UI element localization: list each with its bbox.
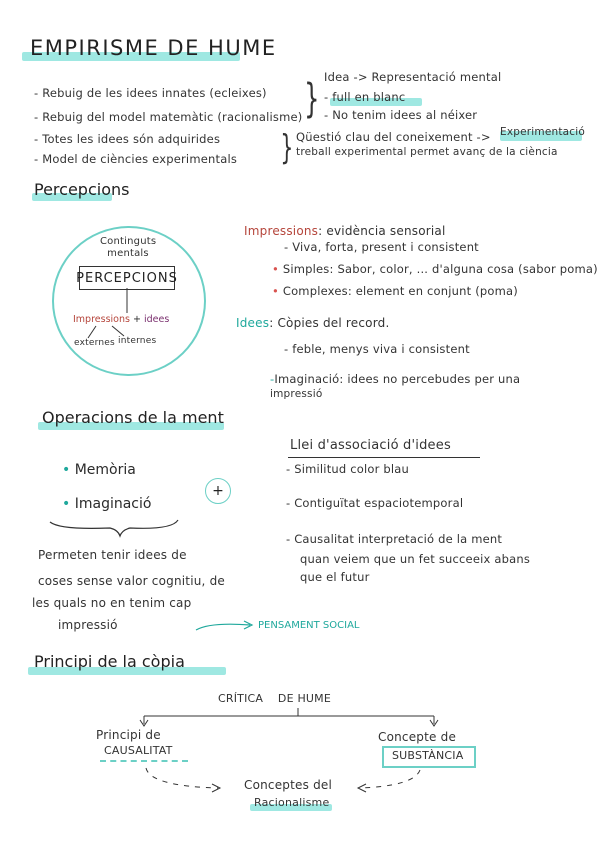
memoria-label: Memòria — [74, 462, 136, 478]
simples-text: : Sabor, color, ... d'alguna cosa (sabor poma) — [329, 262, 598, 276]
principi-causalitat-2: CAUSALITAT — [104, 744, 173, 757]
questio-line: Qüestió clau del coneixement -> — [296, 130, 491, 144]
llei-causalitat-3: que el futur — [300, 570, 370, 584]
treball-line: treball experimental permet avanç de la ciència — [296, 146, 558, 158]
impressions-label: Impressions — [244, 224, 319, 238]
principi-causalitat-1: Principi de — [96, 728, 161, 742]
brace-top: } — [304, 76, 320, 122]
internes-label: internes — [118, 336, 157, 346]
operacions-heading: Operacions de la ment — [42, 408, 224, 427]
operacions-text-4: impressió — [58, 618, 118, 632]
idees-line — [236, 316, 389, 330]
intro-line-2: - Rebuig del model matemàtic (racionalisme) — [34, 110, 303, 124]
percepcions-heading: Percepcions — [34, 180, 130, 199]
operacions-text-1: Permeten tenir idees de — [38, 548, 187, 562]
memoria-bullet: • — [62, 462, 75, 478]
imaginacio-text: : idees no percebudes per una — [339, 372, 521, 386]
externes-label: externes — [74, 338, 115, 348]
imaginacio-text-2: impressió — [270, 388, 323, 400]
intro-line-4: - Model de ciències experimentals — [34, 152, 238, 166]
plus-circle-text: + — [212, 483, 224, 499]
conceptes-racionalisme-2: Racionalisme — [254, 796, 330, 809]
idea-line: Idea -> Representació mental — [324, 70, 502, 84]
imaginacio-label: Imaginació — [274, 372, 340, 386]
causalitat-highlight-box — [100, 744, 188, 762]
idees-sub: - feble, menys viva i consistent — [284, 342, 470, 356]
llei-similitud: - Similitud color blau — [286, 462, 410, 476]
simples-label: Simples — [282, 262, 330, 276]
continguts-text: Continguts mentals — [100, 236, 157, 259]
plus-circle-icon — [205, 478, 231, 504]
simples-bullet: • — [272, 262, 279, 276]
impressions-sub: - Viva, forta, present i consistent — [284, 240, 479, 254]
memoria-item — [62, 462, 136, 478]
full-blanc-line: - full en blanc — [324, 90, 406, 104]
concepte-substancia-2: SUBSTÀNCIA — [392, 749, 464, 762]
no-tenim-line: - No tenim idees al néixer — [324, 108, 478, 122]
concepte-substancia-1: Concepte de — [378, 730, 457, 744]
complexes-line — [272, 284, 518, 298]
intro-line-1: - Rebuig de les idees innates (ecleixes) — [34, 86, 267, 100]
conceptes-racionalisme-1: Conceptes del — [244, 778, 333, 792]
complexes-bullet: • — [272, 284, 279, 298]
idees-text: : Còpies del record. — [269, 316, 390, 330]
pensament-social-label: PENSAMENT SOCIAL — [258, 620, 360, 631]
impressions-text: : evidència sensorial — [318, 224, 446, 238]
imaginacio-item — [62, 496, 151, 512]
imaginacio-dash: - — [270, 372, 275, 386]
complexes-text: : element en conjunt (poma) — [347, 284, 518, 298]
intro-line-3: - Totes les idees són adquirides — [34, 132, 221, 146]
impressions-line — [244, 224, 446, 238]
plus-sign: + — [132, 314, 141, 325]
operacions-text-2: coses sense valor cognitiu, de — [38, 574, 225, 588]
imaginacio-line — [270, 372, 520, 386]
complexes-label: Complexes — [282, 284, 348, 298]
impressions-circle-text: Impressions — [73, 314, 130, 325]
simples-line — [272, 262, 598, 276]
llei-heading: Llei d'associació d'idees — [290, 438, 451, 453]
idees-circle-text: idees — [143, 314, 170, 325]
llei-causalitat-2: quan veiem que un fet succeeix abans — [300, 552, 531, 566]
experimentacio-label: Experimentació — [500, 126, 586, 138]
percepcions-box-label: PERCEPCIONS — [76, 270, 178, 286]
llei-contiguitat: - Contiguïtat espaciotemporal — [286, 496, 464, 510]
imaginacio-bullet: • — [62, 496, 75, 512]
llei-causalitat: - Causalitat interpretació de la ment — [286, 532, 503, 546]
idees-label: Idees — [236, 316, 270, 330]
critica-label: CRÍTICA DE HUME — [218, 692, 332, 705]
operacions-text-3: les quals no en tenim cap — [32, 596, 192, 610]
llei-underline — [288, 457, 480, 458]
imaginacio-op-label: Imaginació — [74, 496, 152, 512]
brace-bottom: } — [280, 128, 294, 168]
page-title: EMPIRISME DE HUME — [30, 36, 277, 60]
principi-heading: Principi de la còpia — [34, 652, 185, 671]
